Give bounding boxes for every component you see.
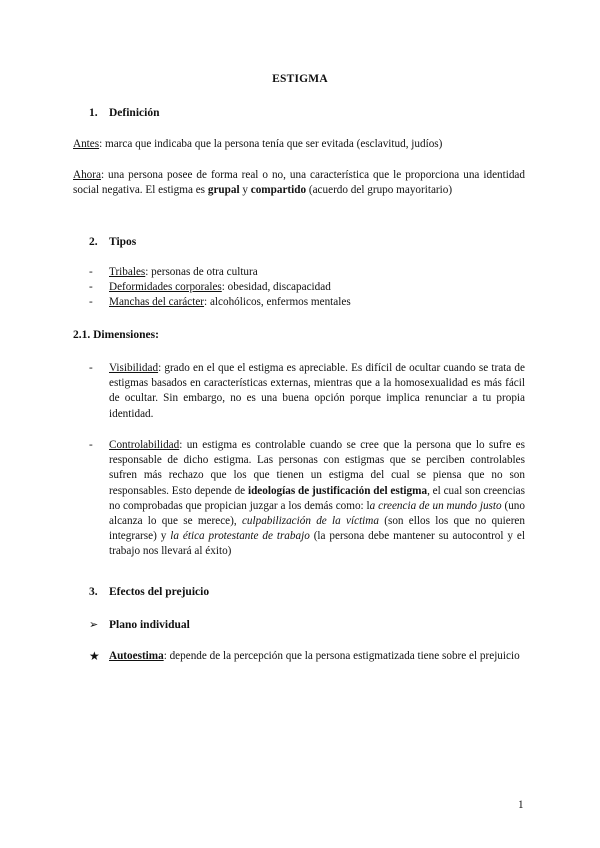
- arrow-icon: ➢: [89, 618, 99, 631]
- text-connector: y: [239, 184, 251, 197]
- term-antes: Antes: [73, 138, 100, 150]
- term-visibilidad: Visibilidad: [109, 362, 159, 374]
- autoestima-text-block: [89, 649, 525, 664]
- section-number: 1.: [89, 107, 98, 119]
- keyword-ideologias: ideologías de justificación del estigma: [247, 484, 428, 497]
- subheading-plano-individual: [89, 617, 190, 633]
- list-item: [89, 361, 525, 422]
- keyword-compartido: compartido: [250, 184, 307, 197]
- list-dash: -: [89, 439, 93, 451]
- dimension-controlabilidad: [89, 438, 525, 560]
- text-segment: (uno alcanza lo que se merece),: [109, 499, 525, 528]
- keyword-grupal: grupal: [207, 184, 240, 197]
- text-segment: (la persona debe mantener su autocontrol y el trabajo nos llevará al éxito): [109, 530, 525, 558]
- autoestima-item: [89, 649, 525, 664]
- list-text: : alcohólicos, enfermos mentales: [204, 296, 351, 309]
- definition-controlabilidad: : un estigma es controlable cuando se cree que la persona que lo sufre es responsable de dicho estigma. Las personas con estigmas que se perciben controlables sufren más rechazo que los que tienen un estigma del cual se piensa que no son responsables. Esto depende de: [109, 439, 525, 497]
- section-title: Tipos: [109, 236, 137, 248]
- list-item: [89, 438, 525, 560]
- definition-ahora-end: (acuerdo del grupo mayoritario): [306, 184, 453, 197]
- list-text: : personas de otra cultura: [145, 266, 258, 278]
- section-3-heading: [89, 585, 209, 600]
- list-text: : obesidad, discapacidad: [221, 281, 331, 294]
- list-dash: -: [89, 281, 93, 294]
- subheading-label: Plano individual: [109, 619, 190, 631]
- term-controlabilidad: Controlabilidad: [109, 439, 180, 451]
- page-number: 1: [518, 799, 524, 811]
- list-term: Tribales: [109, 266, 146, 278]
- dimension-visibilidad: [89, 361, 525, 422]
- list-item: [89, 280, 525, 295]
- definition-ahora: : una persona posee de forma real o no, una característica que le proporciona una identidad social negativa. El estigma es: [73, 169, 525, 197]
- term-autoestima: Autoestima: [109, 650, 164, 662]
- italic-etica: la ética protestante de trabajo: [170, 530, 310, 543]
- text-segment: (son ellos los que no quieren integrarse) y: [109, 515, 525, 543]
- list-dash: -: [89, 266, 93, 278]
- text-segment: , el cual son creencias no comprobadas que propician juzgar a los demás como: l: [109, 484, 525, 512]
- paragraph-ahora: [73, 168, 525, 198]
- definition-visibilidad: : grado en el que el estigma es apreciable. Es difícil de ocultar cuando se trata de estigmas basados en características externas, mientras que a la homosexualidad es más fácil de ocultar. Sin embargo, no es una buena opción porque implica renunciar a tu propia identidad.: [109, 362, 525, 420]
- section-number: 2.: [89, 236, 98, 248]
- document-title: ESTIGMA: [272, 73, 328, 85]
- term-ahora: Ahora: [73, 169, 101, 181]
- list-term: Manchas del carácter: [109, 296, 205, 309]
- italic-creencia: a creencia de un mundo justo: [369, 499, 502, 512]
- tipos-list: [89, 265, 525, 311]
- section-1-heading: [89, 106, 159, 121]
- section-number: 3.: [89, 586, 98, 598]
- list-dash: -: [89, 362, 93, 374]
- section-2-heading: [89, 235, 136, 250]
- section-title: Efectos del prejuicio: [109, 586, 210, 598]
- paragraph-antes: [73, 137, 525, 152]
- definition-autoestima: : depende de la percepción que la persona estigmatizada tiene sobre el prejuicio: [163, 650, 520, 662]
- list-dash: -: [89, 296, 93, 309]
- section-title: Definición: [109, 107, 160, 119]
- star-icon: ★: [89, 649, 100, 663]
- section-2-1-heading: 2.1. Dimensiones:: [73, 329, 159, 341]
- list-item: [89, 265, 525, 280]
- italic-culpabilizacion: culpabilización de la víctima: [241, 515, 379, 528]
- list-item: [89, 295, 525, 310]
- definition-antes: : marca que indicaba que la persona tenía que ser evitada (esclavitud, judíos): [99, 138, 443, 150]
- list-term: Deformidades corporales: [109, 281, 222, 294]
